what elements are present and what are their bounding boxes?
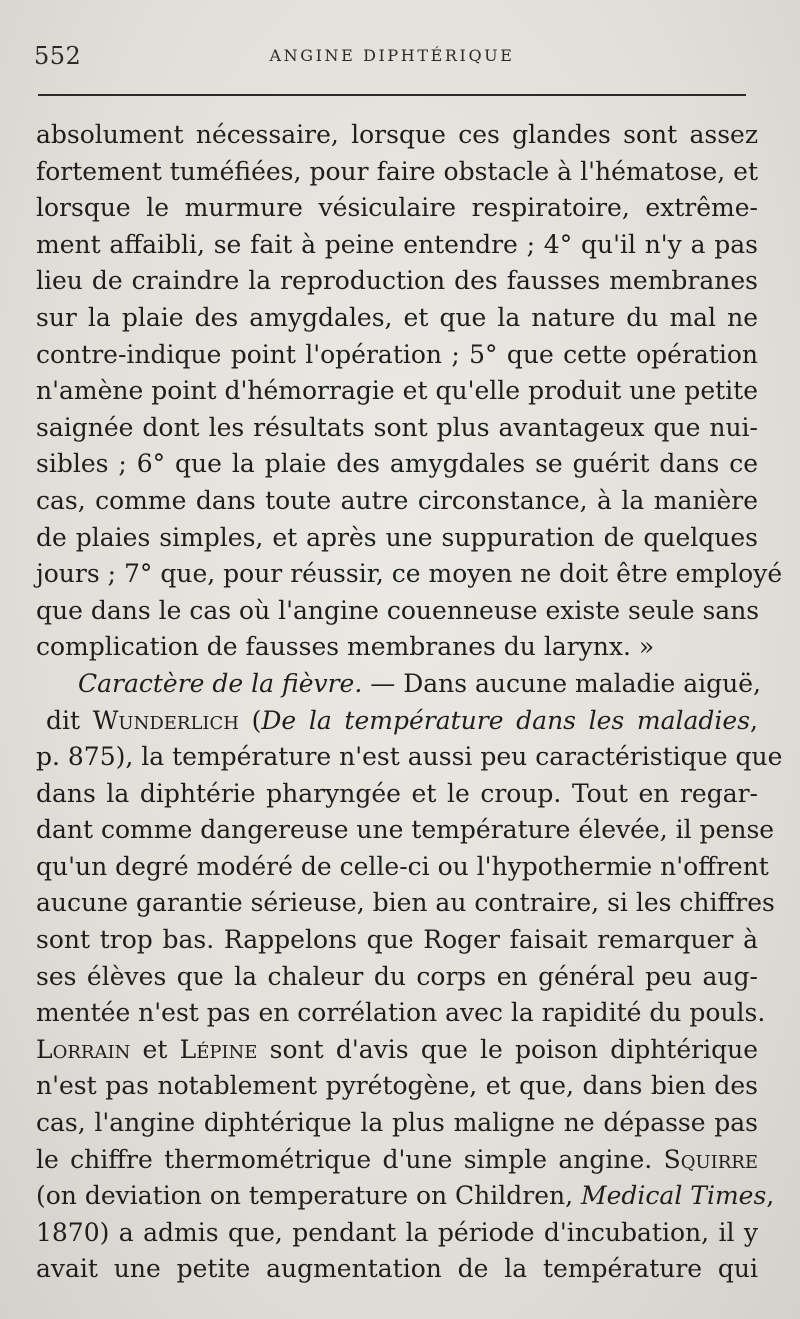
text-line: de plaies simples, et après une suppuration de quelques: [36, 522, 758, 552]
text-line: fortement tuméfiées, pour faire obstacle à l'hématose, et: [36, 156, 758, 186]
text-line: complication de fausses membranes du larynx. »: [36, 632, 655, 662]
text-line: que dans le cas où l'angine couenneuse existe seule sans: [36, 595, 760, 625]
header-rule: [38, 94, 746, 96]
cited-journal: Medical Times: [581, 1181, 767, 1211]
section-heading-italic: Caractère de la fièvre.: [78, 668, 363, 698]
text-line: n'amène point d'hémorragie et qu'elle produit une petite: [36, 376, 758, 406]
text-line: sur la plaie des amygdales, et que la nature du mal ne: [36, 302, 758, 332]
text-line: Caractère de la fièvre. — Dans aucune maladie aiguë,: [78, 668, 761, 698]
page-number: 552: [34, 42, 82, 70]
text-line: cas, comme dans toute autre circonstance, à la manière: [36, 485, 758, 515]
text-line: ment affaibli, se fait à peine entendre ; 4° qu'il n'y a pas: [36, 229, 758, 259]
running-title: ANGINE DIPHTÉRIQUE: [269, 46, 515, 65]
text-line: dant comme dangereuse une température élevée, il pense: [36, 815, 775, 845]
text-line: dit Wunderlich (De la température dans les maladies,: [46, 705, 758, 735]
text-line: mentée n'est pas en corrélation avec la rapidité du pouls.: [36, 998, 766, 1028]
text-line: le chiffre thermométrique d'une simple angine. Squirre: [36, 1144, 758, 1174]
text-line: n'est pas notablement pyrétogène, et que, dans bien des: [36, 1071, 758, 1101]
text-line: jours ; 7° que, pour réussir, ce moyen ne doit être employé: [36, 559, 783, 589]
text-line: p. 875), la température n'est aussi peu caractéristique que: [36, 742, 783, 772]
text-line: dans la diphtérie pharyngée et le croup. Tout en regar-: [36, 778, 758, 808]
text-line: avait une petite augmentation de la température qui: [36, 1254, 758, 1284]
text-line: cas, l'angine diphtérique la plus maligne ne dépasse pas: [36, 1108, 758, 1138]
text-line: sont trop bas. Rappelons que Roger faisait remarquer à: [36, 925, 758, 955]
text-line: aucune garantie sérieuse, bien au contraire, si les chiffres: [36, 888, 775, 918]
author-name: Lépine: [179, 1034, 258, 1064]
author-name: Wunderlich: [92, 705, 239, 735]
text-line: Lorrain et Lépine sont d'avis que le poison diphtérique: [36, 1034, 758, 1064]
body-text: [36, 117, 783, 1288]
text-line: absolument nécessaire, lorsque ces glandes sont assez: [36, 120, 758, 149]
author-name: Lorrain: [36, 1034, 131, 1064]
page-header: [34, 42, 750, 82]
text-line: lieu de craindre la reproduction des fausses membranes: [36, 266, 758, 296]
text-line: qu'un degré modéré de celle-ci ou l'hypothermie n'offrent: [36, 851, 769, 881]
text-line: (on deviation on temperature on Children, Medical Times,: [36, 1181, 775, 1211]
author-name: Squirre: [663, 1144, 758, 1174]
text-line: contre-indique point l'opération ; 5° que cette opération: [36, 339, 758, 369]
text-line: sibles ; 6° que la plaie des amygdales se guérit dans ce: [36, 449, 758, 479]
cited-title: De la température dans les maladies: [261, 705, 751, 735]
text-line: lorsque le murmure vésiculaire respiratoire, extrême-: [36, 193, 758, 223]
text-line: 1870) a admis que, pendant la période d'incubation, il y: [36, 1217, 758, 1247]
text-line: saignée dont les résultats sont plus avantageux que nui-: [36, 412, 758, 442]
text-line: ses élèves que la chaleur du corps en général peu aug-: [36, 961, 758, 991]
